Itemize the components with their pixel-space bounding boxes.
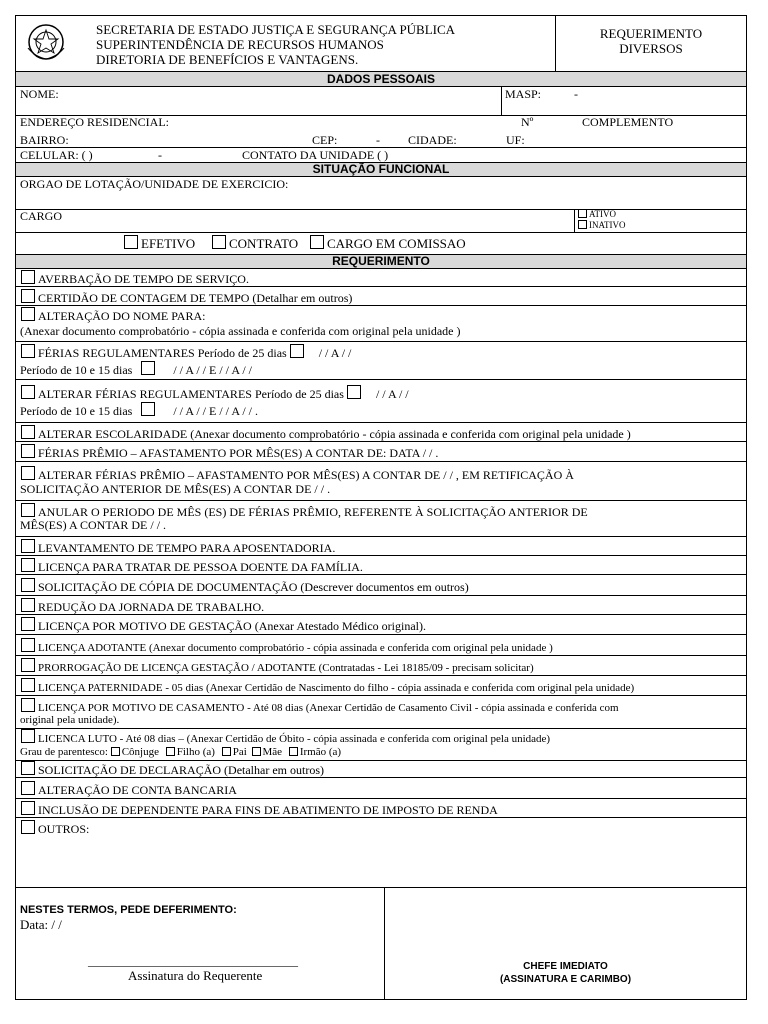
grau-parentesco: Grau de parentesco: Cônjuge Filho (a) Pai Mãe Irmão (a) <box>20 746 342 758</box>
form-page: SECRETARIA DE ESTADO JUSTIÇA E SEGURANÇA PÚBLICA SUPERINTENDÊNCIA DE RECURSOS HUMANOS DIRETORIA DE BENEFÍCIOS E VANTAGENS. REQUERIMENTO DIVERSOS DADOS PESSOAIS NOME: MASP: - ENDEREÇO RESIDENCIAL: Nº COMPLEMENTO BAIRRO: CEP: - CIDADE: UF: CELULAR: ( ) - CONTATO DA UNIDADE ( ) SITUAÇÃO FUNCIONAL ORGAO DE LOTAÇÃO/UNIDADE DE EXERCICIO: CARGO ATIVO INATIVO EFETIVO CONTRATO CARGO EM COMISSAO REQUERIMENTO AVERBAÇÃO DE TEMPO DE SERVIÇO. CERTIDÃO DE CONTAGEM DE TEMPO (Detalhar em outros) ALTERAÇÃO DO NOME PARA: (Anexar documento comprobatório - cópia assinada e conferida com original pela unidade ) FÉRIAS REGULAMENTARES Período de 25 dias / / A / / Período de 10 e 15 dias / / A / / E / / A / / ALTERAR FÉRIAS REGULAMENTARES Período de 25 dias / / A / / Período de 10 e 15 dias / / A / / E / / A / / . ALTERAR ESCOLARIDADE (Anexar documento comprobatório - cópia assinada e conferida com original pela unidade ) FÉRIAS PRÊMIO – AFASTAMENTO POR MÊS(ES) A CONTAR DE: DATA / / . ALTERAR FÉRIAS PRÊMIO – AFASTAMENTO POR MÊS(ES) A CONTAR DE / / , EM RETIFICAÇÃO À SOLICITAÇÃO ANTERIOR DE MÊS(ES) A CONTAR DE / / . ANULAR O PERIODO DE MÊS (ES) DE FÉRIAS PRÊMIO, REFERENTE À SOLICITAÇÃO ANTERIOR DE MÊS(ES) A CONTAR DE / / . LEVANTAMENTO DE TEMPO PARA APOSENTADORIA. LICENÇA PARA TRATAR DE PESSOA DOENTE DA FAMÍLIA. SOLICITAÇÃO DE CÓPIA DE DOCUMENTAÇÃO (Descrever documentos em outros) REDUÇÃO DA JORNADA DE TRABALHO. LICENÇA POR MOTIVO DE GESTAÇÃO (Anexar Atestado Médico original). LICENÇA ADOTANTE (Anexar documento comprobatório - cópia assinada e conferida com original pela unidade ) PRORROGAÇÃO DE LICENÇA GESTAÇÃO / ADOTANTE (Contratadas - Lei 18185/09 - precisam solicitar) LICENÇA PATERNIDADE - 05 dias (Anexar Certidão de Nascimento do filho - cópia assinada e conferida com original pela unidade) LICENÇA POR MOTIVO DE CASAMENTO - Até 08 dias (Anexar Certidão de Casamento Civil - cópia assinada e conferida com original pela unidade). LICENCA LUTO - Até 08 dias – (Anexar Certidão de Óbito - cópia assinada e conferida com original pela unidade) Grau de parentesco: Cônjuge Filho (a) Pai Mãe Irmão (a) SOLICITAÇÃO DE DECLARAÇÃO (Detalhar em outros) ALTERAÇÃO DE CONTA BANCARIA INCLUSÃO DE DEPENDENTE PARA FINS DE ABATIMENTO DE IMPOSTO DE RENDA OUTROS: NESTES TERMOS, PEDE DEFERIMENTO: Data: / / ___________________________________ Assinatura do Requerente CHEFE IMEDIATO (ASSINATURA E CARIMBO) <box>15 15 747 1000</box>
item-prorrogacao: PRORROGAÇÃO DE LICENÇA GESTAÇÃO / ADOTANTE (Contratadas - Lei 18185/09 - precisam solicitar) <box>21 658 534 675</box>
grau-conjuge-checkbox[interactable] <box>111 747 120 756</box>
endereco-label: ENDEREÇO RESIDENCIAL: <box>20 115 169 129</box>
item-adotante: LICENÇA ADOTANTE (Anexar documento comprobatório - cópia assinada e conferida com original pela unidade ) <box>21 638 553 655</box>
alt-premio-checkbox[interactable] <box>21 466 35 480</box>
item-certidao: CERTIDÃO DE CONTAGEM DE TEMPO (Detalhar em outros) <box>21 289 352 305</box>
ferias-checkbox[interactable] <box>21 344 35 358</box>
bairro-label: BAIRRO: <box>20 133 69 147</box>
alt-ferias-10-15-checkbox[interactable] <box>141 402 155 416</box>
ferias-25-checkbox[interactable] <box>290 344 304 358</box>
numero-label: Nº <box>521 115 534 129</box>
ferias-10-15-checkbox[interactable] <box>141 361 155 375</box>
item-reducao: REDUÇÃO DA JORNADA DE TRABALHO. <box>21 598 264 614</box>
conta-checkbox[interactable] <box>21 781 35 795</box>
anular-checkbox[interactable] <box>21 503 35 517</box>
section-requerimento: REQUERIMENTO <box>16 254 746 269</box>
dependente-checkbox[interactable] <box>21 801 35 815</box>
item-copia-doc: SOLICITAÇÃO DE CÓPIA DE DOCUMENTAÇÃO (Descrever documentos em outros) <box>21 578 469 594</box>
section-situacao-funcional: SITUAÇÃO FUNCIONAL <box>16 162 746 177</box>
contato-label: CONTATO DA UNIDADE ( ) <box>242 148 389 162</box>
declaracao-checkbox[interactable] <box>21 761 35 775</box>
masp-label: MASP: <box>505 87 542 101</box>
comissao-checkbox[interactable] <box>310 235 324 249</box>
efetivo-checkbox[interactable] <box>124 235 138 249</box>
item-conta: ALTERAÇÃO DE CONTA BANCARIA <box>21 781 237 797</box>
comissao-label: CARGO EM COMISSAO <box>327 236 466 251</box>
chefe-imediato-block: CHEFE IMEDIATO (ASSINATURA E CARIMBO) <box>499 961 632 985</box>
licenca-doente-checkbox[interactable] <box>21 558 35 572</box>
grau-mae-checkbox[interactable] <box>252 747 261 756</box>
ferias-premio-checkbox[interactable] <box>21 444 35 458</box>
item-levantamento: LEVANTAMENTO DE TEMPO PARA APOSENTADORIA. <box>21 539 335 555</box>
celular-label: CELULAR: ( ) <box>20 148 93 162</box>
item-alt-escolaridade: ALTERAR ESCOLARIDADE (Anexar documento comprobatório - cópia assinada e conferida com original pela unidade ) <box>21 425 631 441</box>
item-ferias-premio: FÉRIAS PRÊMIO – AFASTAMENTO POR MÊS(ES) A CONTAR DE: DATA / / . <box>21 444 438 460</box>
alt-ferias-checkbox[interactable] <box>21 385 35 399</box>
item-alt-premio: ALTERAR FÉRIAS PRÊMIO – AFASTAMENTO POR MÊS(ES) A CONTAR DE / / , EM RETIFICAÇÃO À <box>21 466 574 482</box>
data-field: Data: / / <box>20 917 62 932</box>
item-licenca-doente: LICENÇA PARA TRATAR DE PESSOA DOENTE DA FAMÍLIA. <box>21 558 363 574</box>
cargo-label: CARGO <box>20 209 63 223</box>
grau-pai-checkbox[interactable] <box>222 747 231 756</box>
casamento-checkbox[interactable] <box>21 698 35 712</box>
levantamento-checkbox[interactable] <box>21 539 35 553</box>
luto-checkbox[interactable] <box>21 729 35 743</box>
item-luto: LICENCA LUTO - Até 08 dias – (Anexar Certidão de Óbito - cópia assinada e conferida com original pela unidade) <box>21 729 550 746</box>
item-ferias: FÉRIAS REGULAMENTARES Período de 25 dias / / A / / <box>21 344 351 360</box>
form-title: REQUERIMENTO DIVERSOS <box>599 26 703 56</box>
grau-filho-checkbox[interactable] <box>166 747 175 756</box>
item-declaracao: SOLICITAÇÃO DE DECLARAÇÃO (Detalhar em outros) <box>21 761 324 777</box>
prorrogacao-checkbox[interactable] <box>21 658 35 672</box>
item-dependente: INCLUSÃO DE DEPENDENTE PARA FINS DE ABATIMENTO DE IMPOSTO DE RENDA <box>21 801 498 817</box>
alteracao-nome-checkbox[interactable] <box>21 307 35 321</box>
reducao-checkbox[interactable] <box>21 598 35 612</box>
header-line-1: SECRETARIA DE ESTADO JUSTIÇA E SEGURANÇA PÚBLICA <box>96 22 456 37</box>
cidade-label: CIDADE: <box>408 133 457 147</box>
deferimento-label: NESTES TERMOS, PEDE DEFERIMENTO: <box>20 904 237 916</box>
gestacao-checkbox[interactable] <box>21 617 35 631</box>
section-dados-pessoais: DADOS PESSOAIS <box>16 71 746 87</box>
inativo-label: INATIVO <box>589 220 626 230</box>
header-line-2: SUPERINTENDÊNCIA DE RECURSOS HUMANOS <box>96 37 384 52</box>
cep-label: CEP: <box>312 133 338 147</box>
header-line-3: DIRETORIA DE BENEFÍCIOS E VANTAGENS. <box>96 52 359 67</box>
signature-line: ___________________________________ <box>88 954 298 968</box>
item-gestacao: LICENÇA POR MOTIVO DE GESTAÇÃO (Anexar Atestado Médico original). <box>21 617 426 633</box>
copia-doc-checkbox[interactable] <box>21 578 35 592</box>
outros-checkbox[interactable] <box>21 820 35 834</box>
coat-of-arms-logo <box>24 22 68 62</box>
item-alt-ferias: ALTERAR FÉRIAS REGULAMENTARES Período de 25 dias / / A / / <box>21 385 409 401</box>
assinatura-label: Assinatura do Requerente <box>128 968 263 983</box>
item-alteracao-nome: ALTERAÇÃO DO NOME PARA: <box>21 307 205 323</box>
alt-ferias-25-checkbox[interactable] <box>347 385 361 399</box>
item-averbacao: AVERBAÇÃO DE TEMPO DE SERVIÇO. <box>21 270 249 286</box>
item-paternidade: LICENÇA PATERNIDADE - 05 dias (Anexar Certidão de Nascimento do filho - cópia assinada e conferida com original pela unidade) <box>21 678 634 695</box>
ativo-checkbox[interactable] <box>578 209 587 218</box>
grau-irmao-checkbox[interactable] <box>289 747 298 756</box>
contrato-checkbox[interactable] <box>212 235 226 249</box>
contrato-label: CONTRATO <box>229 236 299 251</box>
inativo-checkbox[interactable] <box>578 220 587 229</box>
item-casamento: LICENÇA POR MOTIVO DE CASAMENTO - Até 08 dias (Anexar Certidão de Casamento Civil - cópia assinada e conferida com <box>21 698 619 715</box>
certidao-checkbox[interactable] <box>21 289 35 303</box>
alt-escolaridade-checkbox[interactable] <box>21 425 35 439</box>
uf-label: UF: <box>506 133 525 147</box>
adotante-checkbox[interactable] <box>21 638 35 652</box>
nome-label: NOME: <box>20 87 59 101</box>
ativo-label: ATIVO <box>589 209 616 219</box>
paternidade-checkbox[interactable] <box>21 678 35 692</box>
item-outros: OUTROS: <box>21 820 89 836</box>
orgao-label: ORGAO DE LOTAÇÃO/UNIDADE DE EXERCICIO: <box>20 177 289 191</box>
item-anular: ANULAR O PERIODO DE MÊS (ES) DE FÉRIAS PRÊMIO, REFERENTE À SOLICITAÇÃO ANTERIOR DE <box>21 503 588 519</box>
complemento-label: COMPLEMENTO <box>582 115 674 129</box>
averbacao-checkbox[interactable] <box>21 270 35 284</box>
efetivo-label: EFETIVO <box>141 236 196 251</box>
